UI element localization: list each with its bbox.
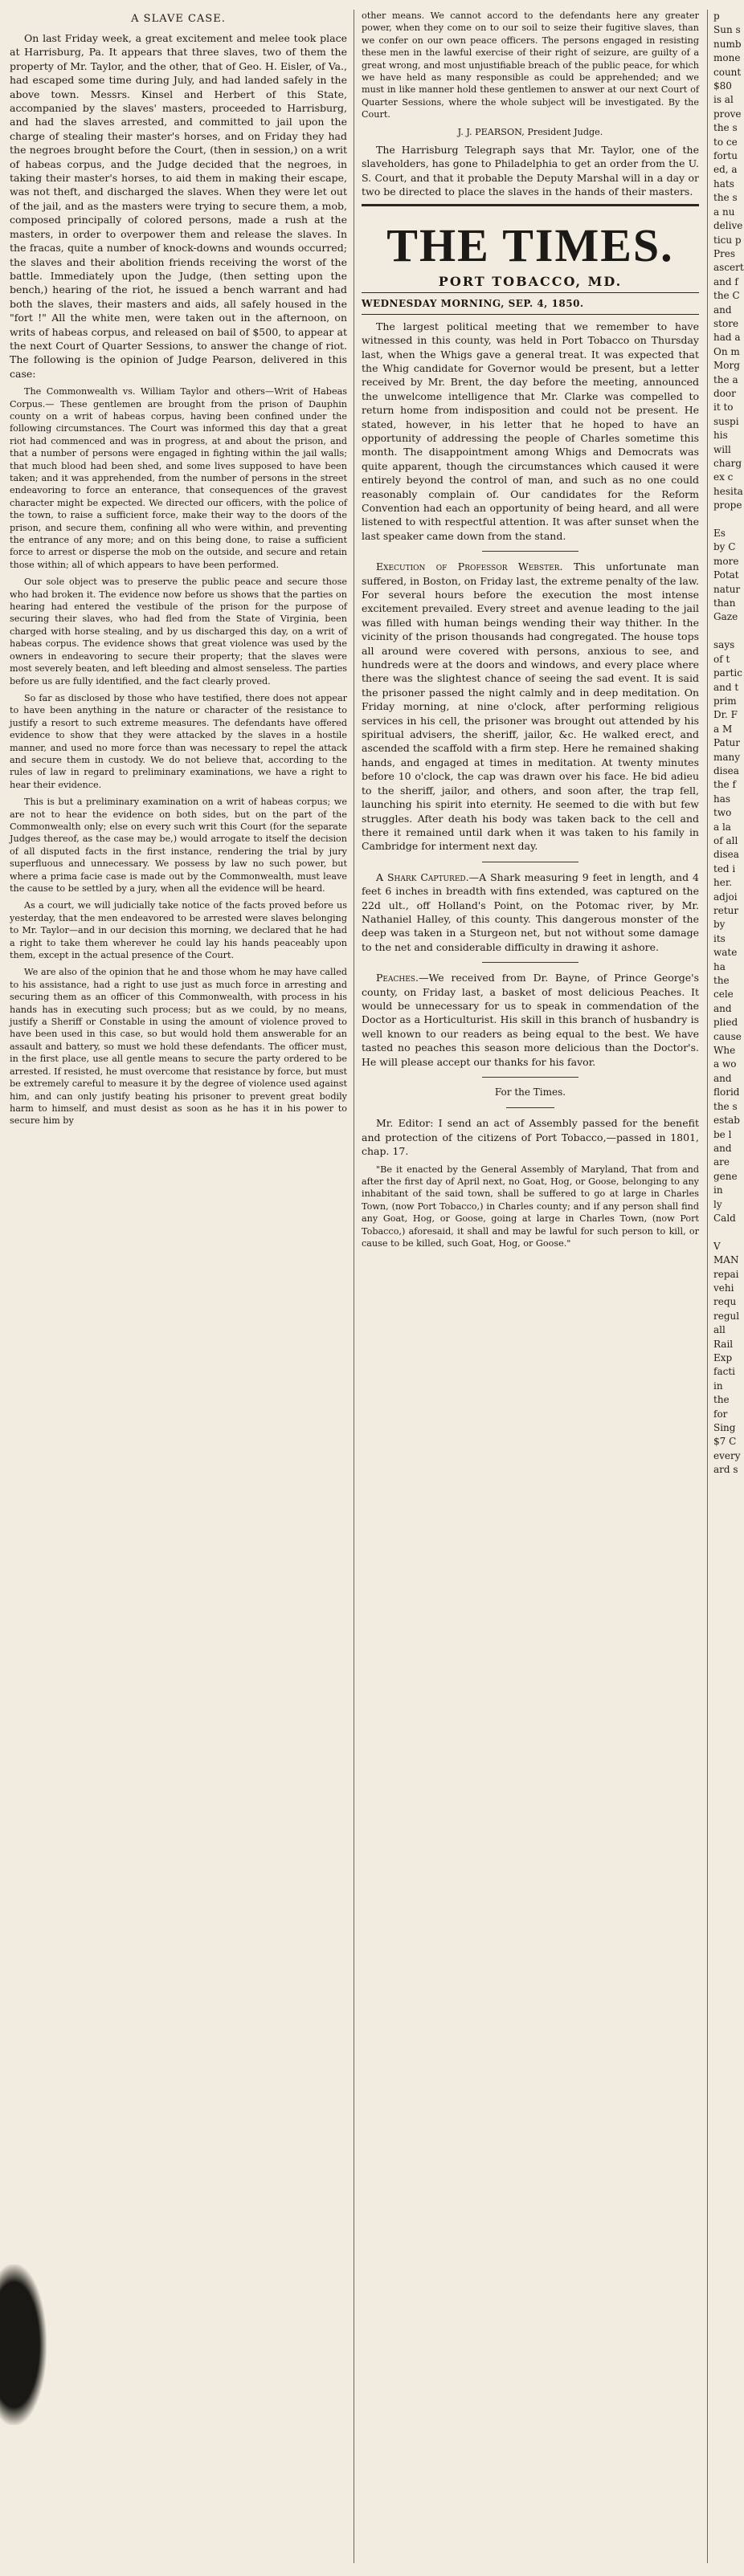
webster-article: [362, 560, 699, 854]
right-column-fragment: and: [713, 1142, 732, 1154]
right-column-fragment: says: [713, 639, 735, 651]
right-column-fragment: has: [713, 793, 731, 805]
right-column-fragment: of all: [713, 834, 738, 846]
column-middle: [362, 10, 699, 2563]
right-column-fragment: Whe: [713, 1045, 736, 1057]
right-column-fragment: wate: [713, 947, 738, 959]
peaches-article: [362, 971, 699, 1069]
right-column-fragment: the s: [713, 192, 738, 204]
section-divider: [482, 551, 578, 552]
right-column-fragment: facti: [713, 1366, 735, 1378]
letter-to-editor: Mr. Editor: I send an act of Assembly passed for the benefit and protection of the citizens of Port Tobacco,—passed in 1801, chap. 17.: [362, 1117, 699, 1158]
right-column-fragment: cause: [713, 1030, 742, 1042]
right-column-fragment: a M: [713, 723, 733, 735]
right-column-fragment: all: [713, 1324, 726, 1336]
right-column-fragment: ha: [713, 960, 726, 972]
opinion-paragraph-5: As a court, we will judicially take notice of the facts proved before us yesterday, that the men endeavored to be arrested were slaves belonging to Mr. Taylor—and in our decision this morning, we declared that he had a right to take them wherever he could lay his hands peaceably upon them, except in the actual presence of the Court.: [10, 900, 347, 961]
right-column-fragment: delive: [713, 220, 743, 232]
masthead-title: THE TIMES.: [386, 218, 674, 271]
right-column-fragment: Gaze: [713, 611, 738, 623]
right-column-fragment: its: [713, 932, 726, 944]
right-column-fragment: store: [713, 317, 739, 329]
right-column-fragment: Potat: [713, 569, 739, 581]
right-column-fragment: and: [713, 1072, 732, 1084]
masthead: [362, 219, 699, 289]
dateline: WEDNESDAY MORNING, SEP. 4, 1850.: [362, 297, 584, 309]
right-column-fragment: [713, 625, 723, 638]
right-column-fragment: door: [713, 387, 736, 399]
right-column-fragment: requ: [713, 1296, 737, 1308]
right-column-fragment: a la: [713, 821, 731, 833]
opinion-paragraph-3: So far as disclosed by those who have testified, there does not appear to have been anything in the nature or character of the resistance to justify a resort to such extreme measures. The defendants have offered evidence to show that they were attacked by the slaves in a hostile manner, and used no more force than was necessary to repel the attack and secure them in custody. We do not believe that, according to the rules of law in regard to preliminary examinations, we have a right to hear their evidence.: [10, 692, 347, 790]
right-column-fragment: ex c: [713, 471, 734, 483]
right-column-fragment: prope: [713, 499, 742, 512]
right-column-fragment: it to: [713, 401, 734, 414]
right-column-fragment: Morg: [713, 360, 740, 372]
right-column-fragment: partic: [713, 667, 742, 679]
right-column-fragment: of t: [713, 653, 730, 665]
peaches-heading: Peaches.: [376, 972, 419, 984]
right-column-fragment: by C: [713, 541, 736, 553]
right-column-fragment: her.: [713, 877, 733, 889]
right-column-fragment: ed, a: [713, 164, 738, 176]
right-column-fragment: two: [713, 807, 732, 819]
right-column-fragment: ted i: [713, 862, 736, 874]
right-column-fragment: many: [713, 751, 741, 763]
right-column-fragment: to ce: [713, 136, 738, 148]
right-column-fragment: natur: [713, 583, 741, 595]
shark-heading: A Shark Captured.: [376, 870, 469, 883]
opinion-conclusion: other means. We cannot accord to the defendants here any greater power, when they come on to our soil to seize their fugitive slaves, than we confer on our own peace officers. The persons engaged in resisting these men in the lawful exercise of their right of seizure, are guilty of a great wrong, and most unjustifiable breach of the public peace, for which we have held as many responsible as could be apprehended; and we must in like manner hold these gentlemen to answer at our next Court of Quarter Sessions, where the whole subject will be investigated. By the Court.: [362, 10, 699, 120]
right-column-fragment: Cald: [713, 1212, 736, 1224]
column-right-cropped: [713, 10, 744, 2563]
right-column-fragment: On m: [713, 345, 740, 357]
right-column-fragment: and: [713, 1002, 732, 1014]
right-column-fragment: than: [713, 597, 736, 609]
right-column-fragment: the s: [713, 1100, 738, 1112]
right-column-fragment: every: [713, 1449, 741, 1461]
right-column-fragment: $7 C: [713, 1436, 737, 1448]
dateline-rule: [362, 314, 699, 315]
right-column-fragment: ly: [713, 1198, 722, 1210]
political-meeting-article: The largest political meeting that we remember to have witnessed in this county, was held in Port Tobacco on Thursday last, when the Whigs gave a general treat. It was expected that the Whig candidate for Governor would be present, but a letter received by Mr. Brent, the day before the meeting, announced the unwelcome intelligence that Mr. Clarke was compelled to return home from indisposition and could not be present. He stated, however, in his letter that he hoped to have an opportunity of addressing the people of Charles sometime this month. The disappointment among Whigs and Democrats was quite apparent, though the circumstances which caused it were entirely beyond the control of man, and such as no one could reasonably complain of. Our candidates for the Reform Convention had each an opportunity of being heard, and all were listened to with respectful attention. It was after sunset when the last speaker came down from the stand.: [362, 320, 699, 542]
peaches-text: —We received from Dr. Bayne, of Prince George's county, on Friday last, a basket of most delicious Peaches. It would be unnecessary for us to speak in commendation of the Doctor as a Horticulturist. His skill in this branch of husbandry is well known to our readers as being equal to the best. We have tasted no peaches this season more delicious than the Doctor's. He will please accept our thanks for his favor.: [362, 972, 699, 1068]
right-column-fragment: mone: [713, 52, 741, 64]
webster-text: This unfortunate man suffered, in Boston, on Friday last, the extreme penalty of the law. For several hours before the execution the most intense excitement prevailed. Every street and avenue leading to the jail was filled with human beings wending their way thither. In the vicinity of the prison thousands had congregated. The house tops all around were covered with persons, anxious to see, and hundreds were at the doors and windows, and every place where there was the slightest chance of seeing the sad event. It is said the prisoner passed the night calmly and in deep meditation. On Friday morning, at nine o'clock, after performing religious services in his cell, the prisoner was brought out attended by his spiritual advisers, the sheriff, jailor, &c. He walked erect, and ascended the scaffold with a firm step. Here he remained shaking hands, and engaged at times in meditation. At twenty minutes before 10 o'clock, the cap was drawn over his face. He bid adieu to the sheriff, jailor, and others, and soon after, the trap fell, launching his spirit into eternity. He seemed to die with but few struggles. After death his body was taken back to the cell and there it remained until dark when it was taken to his family in Cambridge for interment next day.: [362, 560, 699, 853]
right-column-fragment: more: [713, 555, 739, 567]
right-column-fragment: Rail: [713, 1338, 734, 1350]
act-of-assembly-text: "Be it enacted by the General Assembly of Maryland, That from and after the first day of April next, no Goat, Hog, or Goose, belonging to any inhabitant of the said town, shall be suffered to go at large in Charles Town, (now Port Tobacco,) in Charles county; and if any person shall find any Goat, Hog, or Goose, going at large in Charles Town, (now Port Tobacco,) aforesaid, it shall and may be lawful for such person to kill, or cause to be killed, such Goat, Hog, or Goose.": [362, 1164, 699, 1249]
right-column-fragment: disea: [713, 849, 739, 861]
right-column-fragment: prove: [713, 108, 742, 120]
section-divider: [506, 1107, 554, 1108]
right-column-fragment: are: [713, 1156, 730, 1168]
section-divider: [482, 962, 578, 963]
right-column-fragment: had a: [713, 332, 741, 344]
right-column-fragment: Sing: [713, 1422, 736, 1434]
right-column-fragment: disea: [713, 764, 739, 776]
right-column-fragment: fortu: [713, 150, 738, 162]
right-column-fragment: estab: [713, 1115, 740, 1127]
right-column-fragment: florid: [713, 1086, 740, 1098]
right-column-fragment: plied: [713, 1017, 738, 1029]
right-column-fragment: and t: [713, 681, 739, 693]
opinion-paragraph-1: The Commonwealth vs. William Taylor and others—Writ of Habeas Corpus.— These gentlemen are brought from the prison of Dauphin county on a writ of habeas corpus, having been confined under the following circumstances. The Court was informed this day that a great riot had commenced and was in progress, at and about the prison, and that a number of persons were engaged in fighting within the jail walls; that much blood had been shed, and some lives supposed to have been taken; and it was apprehended, from the number of persons in the street endeavoring to force an enterance, that consequences of the gravest character might be expected. We directed our officers, with the police of the town, to raise a sufficient force, make their way to the doors of the prison, and secure them, confining all who were within, and preventing the entrance of any more; and on this being done, to raise a sufficient force to arrest or disperse the mob on the outside, and secure and retain those within; all of which appears to have been performed.: [10, 386, 347, 570]
right-column-fragment: by: [713, 919, 726, 931]
right-column-fragment: hats: [713, 177, 734, 190]
right-column-fragment: count: [713, 66, 742, 78]
right-column-fragment: a wo: [713, 1058, 737, 1070]
right-column-fragment: the a: [713, 373, 738, 385]
right-column-fragment: be l: [713, 1128, 732, 1140]
harrisburg-telegraph-note: The Harrisburg Telegraph says that Mr. Taylor, one of the slaveholders, has gone to Philadelphia to get an order from the U. S. Court, and that it probable the Deputy Marshal will in a day or two be directed to place the slaves in the hands of their masters.: [362, 144, 699, 198]
column-rule-2: [707, 10, 708, 2563]
right-column-fragment: his: [713, 430, 728, 442]
right-column-fragment: charg: [713, 458, 742, 469]
right-column-fragment: numb: [713, 38, 742, 50]
shark-article: [362, 870, 699, 954]
right-column-fragment: MAN: [713, 1254, 739, 1266]
masthead-top-rule: [362, 204, 699, 206]
right-column-fragment: the C: [713, 290, 740, 302]
right-column-fragment: in: [713, 1184, 723, 1196]
right-column-fragment: Sun s: [713, 24, 741, 36]
right-column-fragment: hesita: [713, 485, 743, 497]
right-column-fragment: a nu: [713, 206, 735, 218]
opinion-paragraph-2: Our sole object was to preserve the public peace and secure those who had broken it. The evidence now before us shows that the parties on hearing had entered the vestibule of the prison for the purpose of securing their slaves, who had fled from the State of Virginia, been charged with horse stealing, and by us discharged this day, on a writ of habeas corpus. The evidence shows that great violence was used by the owners in endeavoring to secure their property; that the slaves were most severely beaten, and left bleeding and almost senseless. The parties before us are fully identified, and the fact clearly proved.: [10, 577, 347, 687]
right-column-fragment: the: [713, 1394, 730, 1406]
shark-text: —A Shark measuring 9 feet in length, and 4 feet 6 inches in breadth with fins extended, was captured on the 22d ult., off Holland's Point, on the Potomac river, by Mr. Nathaniel Halley, of this county. This dangerous monster of the deep was taken in a Sturgeon net, but not without some damage to the net and considerable difficulty in drawing it ashore.: [362, 870, 699, 953]
article-title-slave-case: A SLAVE CASE.: [131, 13, 226, 25]
section-divider: [482, 1077, 578, 1078]
right-column-fragment: the: [713, 975, 730, 987]
right-column-fragment: ticu p: [713, 234, 742, 246]
right-column-fragment: and: [713, 304, 732, 316]
for-the-times-label: For the Times.: [494, 1086, 566, 1098]
right-column-fragment: repai: [713, 1268, 739, 1280]
right-column-fragment: vehi: [713, 1282, 734, 1294]
column-left: [10, 10, 347, 2563]
masthead-rule: [362, 292, 699, 293]
opinion-paragraph-4: This is but a preliminary examination on a writ of habeas corpus; we are not to hear the evidence on both sides, but on the part of the Commonwealth only; else on every such writ this Court (for the separate Judges thereof, as the case may be,) would arrogate to itself the decision of all disputed facts in the first instance, rendering the trial by jury superfluous and unnecessary. We possess by law no such power, but where a prima facie case is made out by the Commonwealth, must leave the cause to be settled by a jury, when all the evidence will be heard.: [10, 797, 347, 894]
slave-case-intro: On last Friday week, a great excitement and melee took place at Harrisburg, Pa. It appears that three slaves, two of them the property of Mr. Taylor, and the other, that of Geo. H. Eisler, of Va., had escaped some time during July, and had landed safely in the above town. Messrs. Kinsel and Herbert of this State, accompanied by the slaves' masters, proceeded to Harrisburg, and had the slaves arrested, and committed to jail upon the charge of stealing their master's horses, and on Friday they had the negroes brought before the Court, (then in session,) on a writ of habeas corpus, and the Judge decided that the negroes, in taking their master's horses, to aid them in making their escape, was not theft, and discharged the slaves. When they were let out of the jail, and as the masters were trying to secure them, a mob, composed principally of colored persons, made a rush at the masters, in order to overpower them and release the slaves. In the fracas, quite a number of knock-downs and wounds occurred; the slaves and their abolition friends receiving the worst of the battle. Immediately upon the Judge, (then setting upon the bench,) hearing of the riot, he issued a bench warrant and had both the slaves, their masters and aids, all safely housed in the "fort !" All the white men, were taken out in the afternoon, on writs of habeas corpus, and released on bail of $500, to appear at the next Court of Quarter Sessions, to answer the change of riot. The following is the opinion of Judge Pearson, delivered in this case:: [10, 32, 347, 380]
right-column-fragment: prim: [713, 695, 737, 707]
right-column-fragment: [713, 1225, 723, 1239]
right-column-fragment: V: [713, 1240, 721, 1252]
masthead-place: PORT TOBACCO, MD.: [438, 273, 623, 289]
judge-signature: J. J. PEARSON, President Judge.: [457, 126, 603, 137]
right-column-fragment: Exp: [713, 1352, 733, 1363]
right-column-fragment: regul: [713, 1310, 740, 1322]
right-column-fragment: p: [713, 10, 720, 22]
right-column-fragment: Es: [713, 528, 726, 540]
right-column-fragment: the s: [713, 122, 738, 134]
right-column-fragment: and f: [713, 275, 738, 287]
right-column-fragment: for: [713, 1408, 728, 1420]
right-column-fragment: the f: [713, 779, 736, 791]
right-column-fragment: ard s: [713, 1464, 738, 1476]
right-column-fragment: [713, 513, 723, 527]
right-column-fragment: Pres: [713, 247, 736, 259]
webster-heading: Execution of Professor Webster.: [376, 560, 563, 573]
right-column-fragment: suspi: [713, 415, 739, 427]
right-column-fragment: adjoi: [713, 891, 738, 903]
opinion-paragraph-6: We are also of the opinion that he and those whom he may have called to his assistance, had a right to use just as much force in arresting and securing them as an officer of this Commonwealth, with process in his hands has in executing such process; but as we could, by no means, justify a Sheriff or Constable in using the amount of violence proved to have been used in this case, so but would hold them answerable for an assault and battery, so must we hold these defendants. The officer must, in the first place, use all gentle means to secure the party ordered to be arrested. If resisted, he must overcome that resistance by force, but must be extremely careful to measure it by the degree of violence used against him, and can only justify beating his prisoner to prevent great bodily harm to himself, and must desist as soon as he has it in his power to secure him by: [10, 967, 347, 1127]
right-column-fragment: ascert: [713, 262, 744, 274]
right-column-fragment: cele: [713, 988, 734, 1001]
right-column-fragment: Dr. F: [713, 709, 738, 721]
right-column-fragment: retur: [713, 905, 739, 916]
right-column-fragment: $80: [713, 80, 732, 92]
right-column-fragment: is al: [713, 94, 734, 106]
right-column-fragment: gene: [713, 1170, 738, 1182]
ink-stain: [0, 2264, 47, 2425]
right-column-fragment: in: [713, 1380, 723, 1392]
right-column-fragment: will: [713, 443, 731, 455]
right-column-fragment: Patur: [713, 737, 740, 749]
